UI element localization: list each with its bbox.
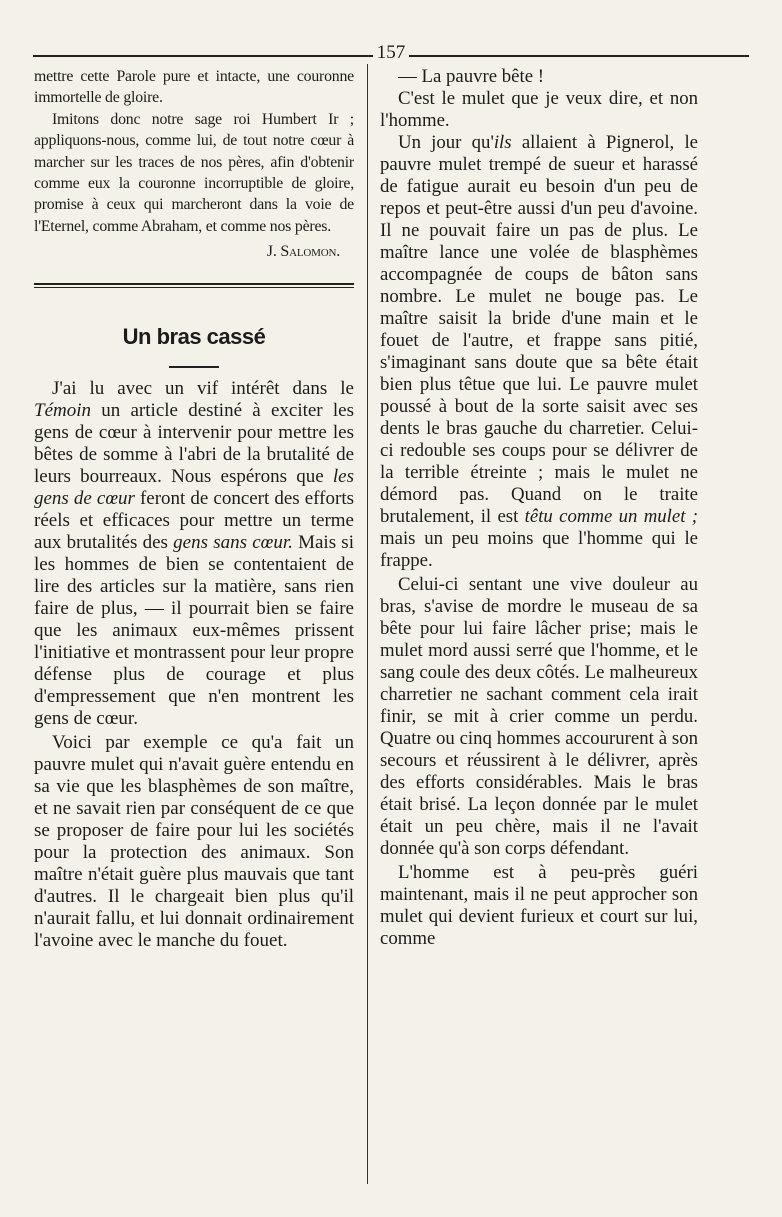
section-rule-thin	[34, 287, 354, 288]
article-paragraph: Celui-ci sentant une vive douleur au bras, s'avise de mordre le museau de sa bête pour lui faire lâcher prise; mais le mulet mord aussi serré que l'homme, et le sang coule des deux côtés. Le malheureux charretier ne sachant comment cela irait finir, se mit à crier comme un perdu. Quatre ou cinq hommes accoururent à son secours et réussirent à le délivrer, après des efforts considérables. Mais le bras était brisé. La leçon donnée par le mulet était un peu chère, mais il ne l'avait donnée qu'à son corps défendant.	[380, 574, 698, 859]
article-paragraph: Voici par exemple ce qu'a fait un pauvre mulet qui n'avait guère entendu en sa vie que les blasphèmes de son maître, et ne savait rien par conséquent de ce que se proposer de faire pour lui les sociétés pour la protection des animaux. Son maître n'était guère plus mauvais que tant d'autres. Il le chargeait bien plus qu'il n'aurait fallu, et lui donnait ordinairement l'avoine avec le manche du fouet.	[34, 731, 354, 951]
article-paragraph: L'homme est à peu-près guéri maintenant, mais il ne peut approcher son mulet qui devient furieux et court sur lui, comme	[380, 862, 698, 949]
author-signature: J. Salomon.	[266, 243, 340, 261]
section-rule	[34, 283, 354, 285]
page-number: 157	[0, 42, 782, 64]
column-divider	[367, 64, 368, 1184]
title-dash	[169, 366, 219, 368]
article-paragraph: Un jour qu'ils allaient à Pignerol, le pauvre mulet trempé de sueur et harassé de fatigue aurait eu besoin d'un peu de repos et peut-être aussi d'un peu d'avoine. Il ne pouvait faire un pas de plus. Le maître lance une volée de blasphèmes accompagnée de coups de bâton sans nombre. Le mulet ne bouge pas. Le maître saisit la bride d'une main et le fouet de l'autre, et frappe sans pitié, s'imaginant sans doute que sa bête était bien plus têtue que lui. Le pauvre mulet poussé à bout de la sorte saisit avec ses dents le bras gauche du charretier. Celui-ci redouble ses coups pour se délivrer de la terrible étreinte ; mais le mulet ne démord pas. Quand on le traite brutalement, il est têtu comme un mulet ; mais un peu moins que l'homme qui le frappe.	[380, 132, 699, 571]
article-paragraph: C'est le mulet que je veux dire, et non l'homme.	[380, 88, 698, 131]
intro-paragraph: Imitons donc notre sage roi Humbert Ir ; appliquons-nous, comme lui, de tout notre cœur à marcher sur les traces de nos pères, afin d'obtenir comme eux la couronne incorruptible de gloire, promise à ceux qui marcheront dans la voie de l'Eternel, comme Abraham, et comme nos pères.	[34, 110, 354, 235]
article-paragraph: — La pauvre bête !	[398, 66, 545, 87]
article-title: Un bras cassé	[122, 323, 266, 349]
right-column	[380, 66, 698, 950]
article-paragraph: J'ai lu avec un vif intérêt dans le Témoin un article destiné à exciter les gens de cœur à intervenir pour mettre les bêtes de somme à l'abri de la brutalité de leurs bourreaux. Nous espérons que les gens de cœur feront de concert des efforts réels et efficaces pour mettre un terme aux brutalités des gens sans cœur. Mais si les hommes de bien se contentaient de lire des articles sur la matière, sans rien faire de plus, — il pourrait bien se faire que les animaux eux-mêmes prissent l'initiative et montrassent pour leur propre défense plus de courage et plus d'empressement que n'en montrent les gens de cœur.	[34, 377, 354, 729]
intro-paragraph: mettre cette Parole pure et intacte, une couronne immortelle de gloire.	[34, 68, 354, 107]
left-column	[34, 66, 354, 952]
